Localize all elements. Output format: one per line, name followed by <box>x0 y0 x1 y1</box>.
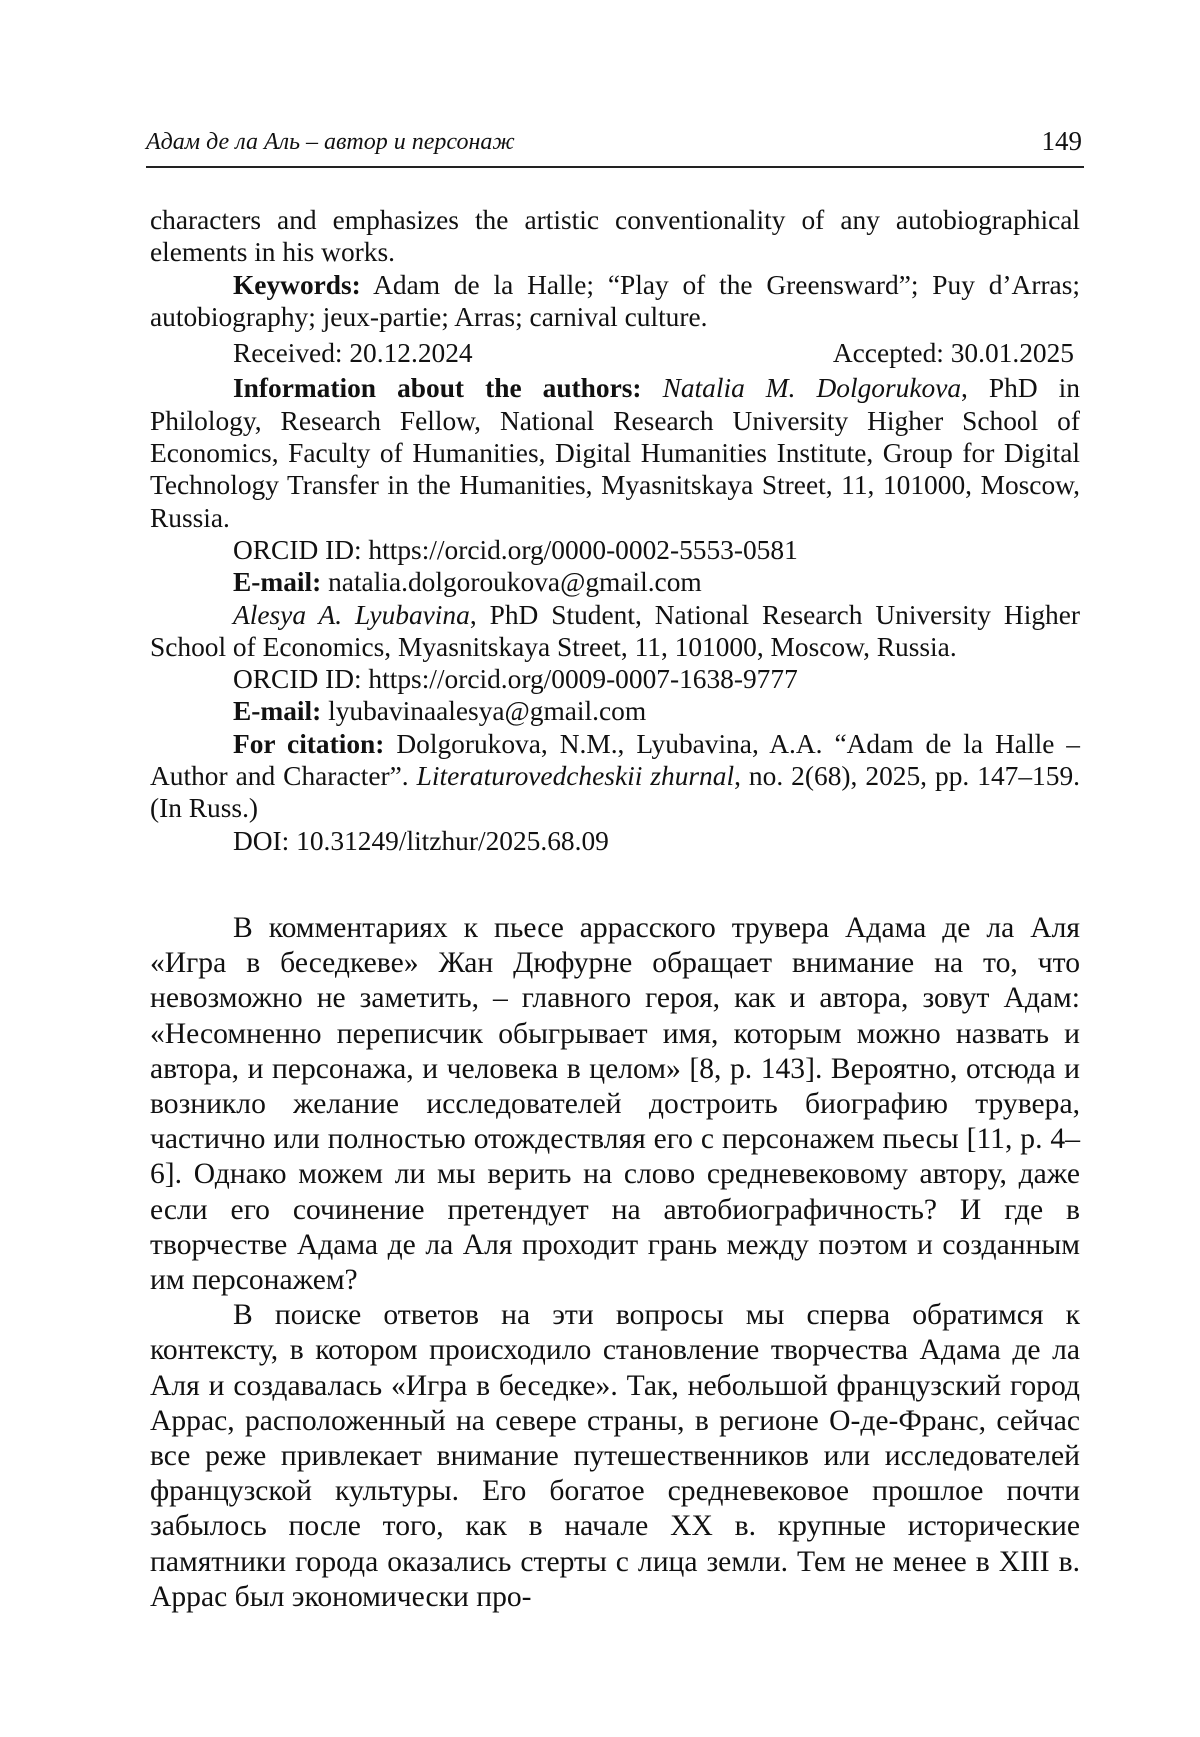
citation-text: Dolgorukova, N.M., Lyubavina, A.A. “Adam de la Halle – Author and Character”. <box>150 728 1080 792</box>
author2-name: Alesya A. Lyubavina <box>233 599 470 630</box>
author1-orcid: ORCID ID: https://orcid.org/0000-0002-5553-0581 <box>233 534 798 565</box>
author1-affiliation: , PhD in Philology, Research Fellow, National Research University Higher School of Economics, Faculty of Humanities, Digital Humanities Institute, Group for Digital Technology Transfer in the Humanities, Myasnitskaya Street, 11, 101000, Moscow, Russia. <box>150 373 1080 533</box>
author1-email: natalia.dolgoroukova@gmail.com <box>321 567 702 598</box>
author2-email-line <box>150 695 1080 727</box>
citation-label: For citation: <box>233 728 385 759</box>
author2-orcid: ORCID ID: https://orcid.org/0009-0007-1638-9777 <box>233 664 798 695</box>
keywords-paragraph <box>150 269 1080 334</box>
email-label: E-mail: <box>233 696 322 727</box>
abstract-section <box>150 204 1080 857</box>
authors-label: Information about the authors: <box>233 373 642 404</box>
body-paragraph-1: В комментариях к пьесе аррасского трувера Адама де ла Аля «Игра в беседкеве» Жан Дюфурне обращает внимание на то, что невозможно не заметить, – главного героя, как и автора, зовут Адам: «Несомненно переписчик обыгрывает имя, которым можно назвать и автора, и персонажа, и человека в целом» [8, p. 143]. Вероятно, отсюда и возникло желание исследователей достроить биографию трувера, частично или полностью отождествляя его с персонажем пьесы [11, p. 4–6]. Однако можем ли мы верить на слово средневековому автору, даже если его сочинение претендует на автобиографичность? И где в творчестве Адама де ла Аля проходит грань между поэтом и созданным им персонажем? <box>150 912 1080 1297</box>
abstract-continuation: characters and emphasizes the artistic conventionality of any autobiographical elements in his works. <box>150 205 1080 268</box>
author1-email-line <box>150 566 1080 598</box>
received-date: Received: 20.12.2024 <box>233 338 473 369</box>
running-title: Адам де ла Аль – автор и персонаж <box>146 129 515 155</box>
accepted-date: Accepted: 30.01.2025 <box>832 338 1074 369</box>
citation-paragraph <box>150 728 1080 825</box>
running-header <box>146 126 1084 168</box>
author2-info <box>150 599 1080 664</box>
author2-affiliation: , PhD Student, National Research University Higher School of Economics, Myasnitskaya Street, 11, 101000, Moscow, Russia. <box>150 599 1080 662</box>
body-paragraph-2: В поиске ответов на эти вопросы мы сперва обратимся к контексту, в котором происходило становление творчества Адама де ла Аля и создавалась «Игра в беседке». Так, небольшой французский город Аррас, расположенный на севере страны, в регионе О-де-Франс, сейчас все реже привлекает внимание путешественников или исследователей французской культуры. Его богатое средневековое прошлое почти забылось после того, как в начале XX в. крупные исторические памятники города оказались стерты с лица земли. Тем не менее в XIII в. Аррас был экономически про- <box>150 1299 1080 1613</box>
author1-info <box>150 372 1080 533</box>
author2-email: lyubavinaalesya@gmail.com <box>321 696 647 727</box>
citation-rest: , no. 2(68), 2025, pp. 147–159. (In Russ.) <box>150 761 1080 824</box>
article-body <box>150 911 1080 1615</box>
citation-journal: Literaturovedcheskii zhurnal <box>416 761 735 792</box>
keywords-label: Keywords: <box>233 269 361 300</box>
author1-name: Natalia M. Dolgorukova <box>662 373 962 404</box>
doi-line: DOI: 10.31249/litzhur/2025.68.09 <box>233 825 609 856</box>
page-number: 149 <box>1041 126 1082 156</box>
dates-row <box>150 337 1080 369</box>
keywords-text: Adam de la Halle; “Play of the Greensward”; Puy d’Arras; autobiography; jeux-partie; Arras; carnival culture. <box>150 269 1080 332</box>
email-label: E-mail: <box>233 567 322 598</box>
